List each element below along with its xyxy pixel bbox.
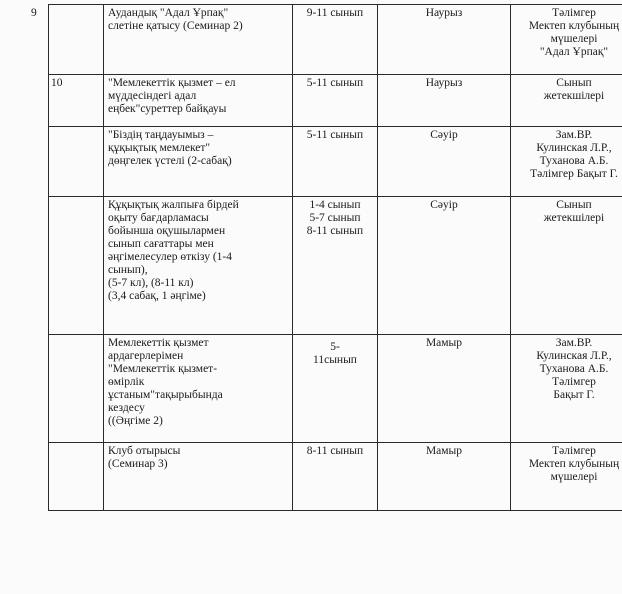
row-number-cell	[49, 127, 104, 197]
event-description-line: "Мемлекеттік қызмет-	[108, 363, 218, 375]
responsible-person-line: Тәлімгер	[552, 445, 596, 457]
event-description-line: ұстаным"тақырыбында	[108, 389, 223, 401]
event-description-line: өмірлік	[108, 376, 145, 388]
event-description-line: слетіне қатысу (Семинар 2)	[108, 20, 243, 32]
event-description-line: оқыту бағдарламасы	[108, 212, 209, 224]
table-row	[49, 75, 622, 127]
events-table	[31, 4, 622, 511]
event-description-cell	[104, 75, 293, 127]
class-range-line: 11сынып	[313, 354, 357, 366]
responsible-person-line: Мектеп клубының	[528, 458, 620, 470]
table-row	[49, 127, 622, 197]
responsible-person-line: Сынып	[556, 199, 592, 211]
responsible-person-line: Сынып	[556, 77, 592, 89]
date-text: Наурыз	[425, 77, 463, 89]
responsible-person-line: Кулинская Л.Р.,	[536, 350, 612, 362]
event-description-line: (Семинар 3)	[108, 458, 168, 470]
table-row	[49, 443, 622, 511]
class-range-line: 5-11 сынып	[306, 77, 364, 89]
class-range-cell	[293, 443, 378, 511]
responsible-person-line: Зам.ВР.	[555, 129, 593, 141]
event-description-line: Клуб отырысы	[108, 445, 181, 457]
responsible-person-line: жетекшілері	[543, 212, 605, 224]
event-description-line: әңгімелесулер өткізу (1-4	[108, 251, 232, 263]
responsible-person-cell	[511, 197, 622, 335]
event-description-line: құқықтық мемлекет"	[108, 142, 211, 154]
date-text: Мамыр	[425, 445, 463, 457]
table-row	[49, 197, 622, 335]
responsible-person-line: Туханова А.Б.	[539, 363, 609, 375]
event-description-line: (5-7 кл), (8-11 кл)	[108, 277, 194, 289]
class-range-line: 9-11 сынып	[306, 7, 364, 19]
event-description-line: кездесу	[108, 402, 145, 414]
class-range-cell	[293, 197, 378, 335]
table-row	[49, 5, 622, 75]
date-text: Мамыр	[425, 337, 463, 349]
row-number-cell	[31, 5, 104, 75]
responsible-person-line: мүшелері	[550, 471, 598, 483]
events-table-body	[31, 5, 622, 511]
responsible-person-cell	[511, 127, 622, 197]
class-range-line: 5-11 сынып	[306, 129, 364, 141]
table-row	[49, 335, 622, 443]
class-range-cell	[293, 127, 378, 197]
event-description-line: дөңгелек үстелі (2-сабақ)	[108, 155, 232, 167]
event-description-line: ((Әңгіме 2)	[108, 415, 163, 427]
event-description-cell	[104, 443, 293, 511]
event-description-cell	[104, 5, 293, 75]
class-range-line: 5-	[330, 341, 340, 353]
event-description-line: "Мемлекеттік қызмет – ел	[108, 77, 236, 89]
responsible-person-line: Тәлімгер	[552, 376, 596, 388]
event-description-line: Аудандық "Адал Ұрпақ"	[108, 7, 229, 19]
event-description-line: "Біздің таңдауымыз –	[108, 129, 214, 141]
responsible-person-line: мүшелері	[550, 33, 598, 45]
date-text: Сәуір	[430, 129, 458, 141]
responsible-person-cell	[511, 5, 622, 75]
row-number-cell	[49, 197, 104, 335]
responsible-person-line: Тәлімгер	[552, 7, 596, 19]
event-description-line: сынып),	[108, 264, 148, 276]
event-description-cell	[104, 197, 293, 335]
responsible-person-line: Мектеп клубының	[528, 20, 620, 32]
event-description-line: ардагерлерімен	[108, 350, 184, 362]
responsible-person-line: Тәлімгер Бақыт Г.	[530, 168, 618, 180]
responsible-person-line: "Адал Ұрпақ"	[539, 46, 609, 58]
class-range-cell	[293, 5, 378, 75]
responsible-person-line: Кулинская Л.Р.,	[536, 142, 612, 154]
event-description-line: мүддесіндегі адал	[108, 90, 197, 102]
class-range-line: 5-7 сынып	[309, 212, 361, 224]
event-description-cell	[104, 127, 293, 197]
row-number: 10	[51, 77, 63, 89]
row-number-cell	[49, 443, 104, 511]
event-description-line: (3,4 сабақ, 1 әңгіме)	[108, 290, 206, 302]
event-description-line: бойынша оқушылармен	[108, 225, 226, 237]
responsible-person-cell	[511, 443, 622, 511]
class-range-cell	[293, 335, 378, 443]
responsible-person-line: Зам.ВР.	[555, 337, 593, 349]
class-range-line: 8-11 сынып	[306, 225, 364, 237]
event-description-line: Мемлекеттік қызмет	[108, 337, 209, 349]
event-description-cell	[104, 335, 293, 443]
responsible-person-line: Бақыт Г.	[553, 389, 595, 401]
row-number: 9	[31, 7, 37, 19]
row-number-cell	[49, 335, 104, 443]
responsible-person-cell	[511, 335, 622, 443]
event-description-line: сынып сағаттары мен	[108, 238, 214, 250]
responsible-person-line: жетекшілері	[543, 90, 605, 102]
date-cell	[378, 443, 511, 511]
event-description-line: Құқықтық жалпыға бірдей	[108, 199, 239, 211]
class-range-line: 8-11 сынып	[306, 445, 364, 457]
responsible-person-line: Туханова А.Б.	[539, 155, 609, 167]
event-description-line: еңбек"суреттер байқауы	[108, 103, 227, 115]
responsible-person-cell	[511, 75, 622, 127]
date-text: Наурыз	[425, 7, 463, 19]
date-cell	[378, 335, 511, 443]
row-number-cell	[49, 75, 104, 127]
date-cell	[378, 5, 511, 75]
date-text: Сәуір	[430, 199, 458, 211]
class-range-cell	[293, 75, 378, 127]
date-cell	[378, 127, 511, 197]
date-cell	[378, 75, 511, 127]
date-cell	[378, 197, 511, 335]
class-range-line: 1-4 сынып	[309, 199, 361, 211]
